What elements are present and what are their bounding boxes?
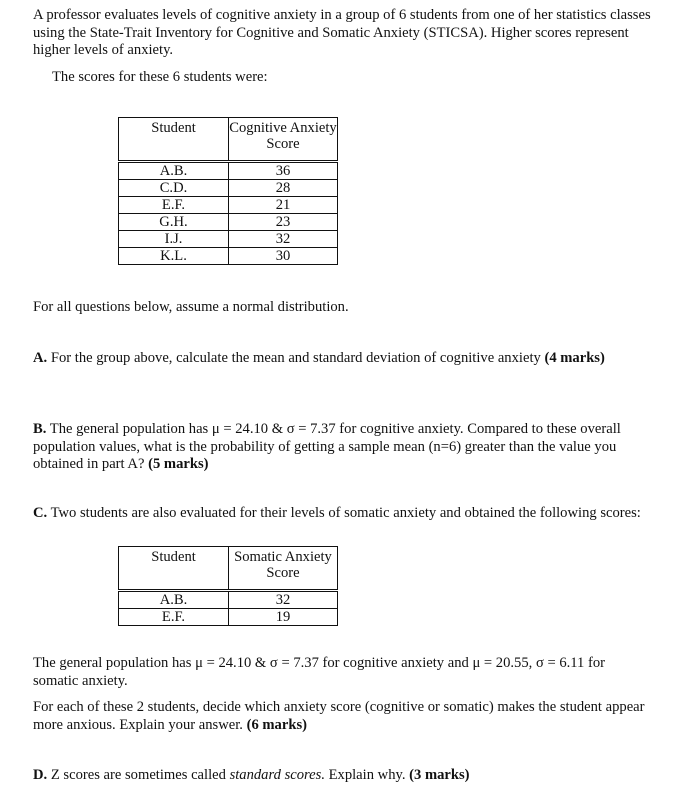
question-text: For the group above, calculate the mean and standard deviation of cognitive anxiety — [47, 350, 545, 366]
scores-intro: The scores for these 6 students were: — [52, 69, 268, 85]
marks: (4 marks) — [544, 350, 605, 366]
question-label: C. — [33, 505, 48, 521]
question-label: D. — [33, 767, 48, 783]
header-student: Student — [119, 547, 229, 591]
population-text: The general population has μ = 24.10 & σ = 7.37 for cognitive anxiety and μ = 20.55, σ = 6.11 for somatic anxiety. — [33, 655, 605, 689]
question-a — [33, 350, 653, 368]
header-score: Cognitive Anxiety Score — [229, 118, 338, 162]
cell: 30 — [229, 248, 338, 265]
cell: E.F. — [119, 609, 229, 626]
cell: C.D. — [119, 180, 229, 197]
cell: 32 — [229, 231, 338, 248]
intro-paragraph: A professor evaluates levels of cognitive anxiety in a group of 6 students from one of her statistics classes using the State-Trait Inventory for Cognitive and Somatic Anxiety (STICSA). Higher scores represent higher levels of anxiety. — [33, 7, 651, 58]
question-text: For each of these 2 students, decide which anxiety score (cognitive or somatic) makes the student appear more anxious. Explain your answer. — [33, 699, 645, 733]
cell: 32 — [229, 591, 338, 609]
assumption-text: For all questions below, assume a normal distribution. — [33, 299, 349, 315]
question-text: Z scores are sometimes called — [47, 767, 230, 783]
cell: K.L. — [119, 248, 229, 265]
marks: (5 marks) — [148, 456, 209, 472]
question-b — [33, 421, 653, 474]
cell: A.B. — [119, 591, 229, 609]
question-text: Explain why. — [324, 767, 410, 783]
question-text: Two students are also evaluated for their levels of somatic anxiety and obtained the following scores: — [47, 505, 641, 521]
marks: (6 marks) — [246, 716, 307, 733]
cell: 36 — [229, 162, 338, 180]
cell: 21 — [229, 197, 338, 214]
cell: 19 — [229, 609, 338, 626]
cell: 28 — [229, 180, 338, 197]
cell: 23 — [229, 214, 338, 231]
cell: E.F. — [119, 197, 229, 214]
question-label: B. — [33, 421, 47, 437]
cell: G.H. — [119, 214, 229, 231]
question-label: A. — [33, 350, 48, 366]
question-c — [33, 505, 653, 523]
marks: (3 marks) — [409, 767, 470, 783]
cell: I.J. — [119, 231, 229, 248]
header-student: Student — [119, 118, 229, 162]
cognitive-scores-table — [118, 117, 338, 265]
cell: A.B. — [119, 162, 229, 180]
italic-term: standard scores. — [229, 767, 325, 783]
question-c-part2 — [33, 699, 653, 734]
question-d — [33, 767, 653, 785]
somatic-scores-table — [118, 546, 338, 626]
question-text: The general population has μ = 24.10 & σ = 7.37 for cognitive anxiety. Compared to these overall population values, what is the probability of getting a sample mean (n=6) greater than the value you obtained in part A? — [33, 421, 621, 472]
header-score: Somatic Anxiety Score — [229, 547, 338, 591]
